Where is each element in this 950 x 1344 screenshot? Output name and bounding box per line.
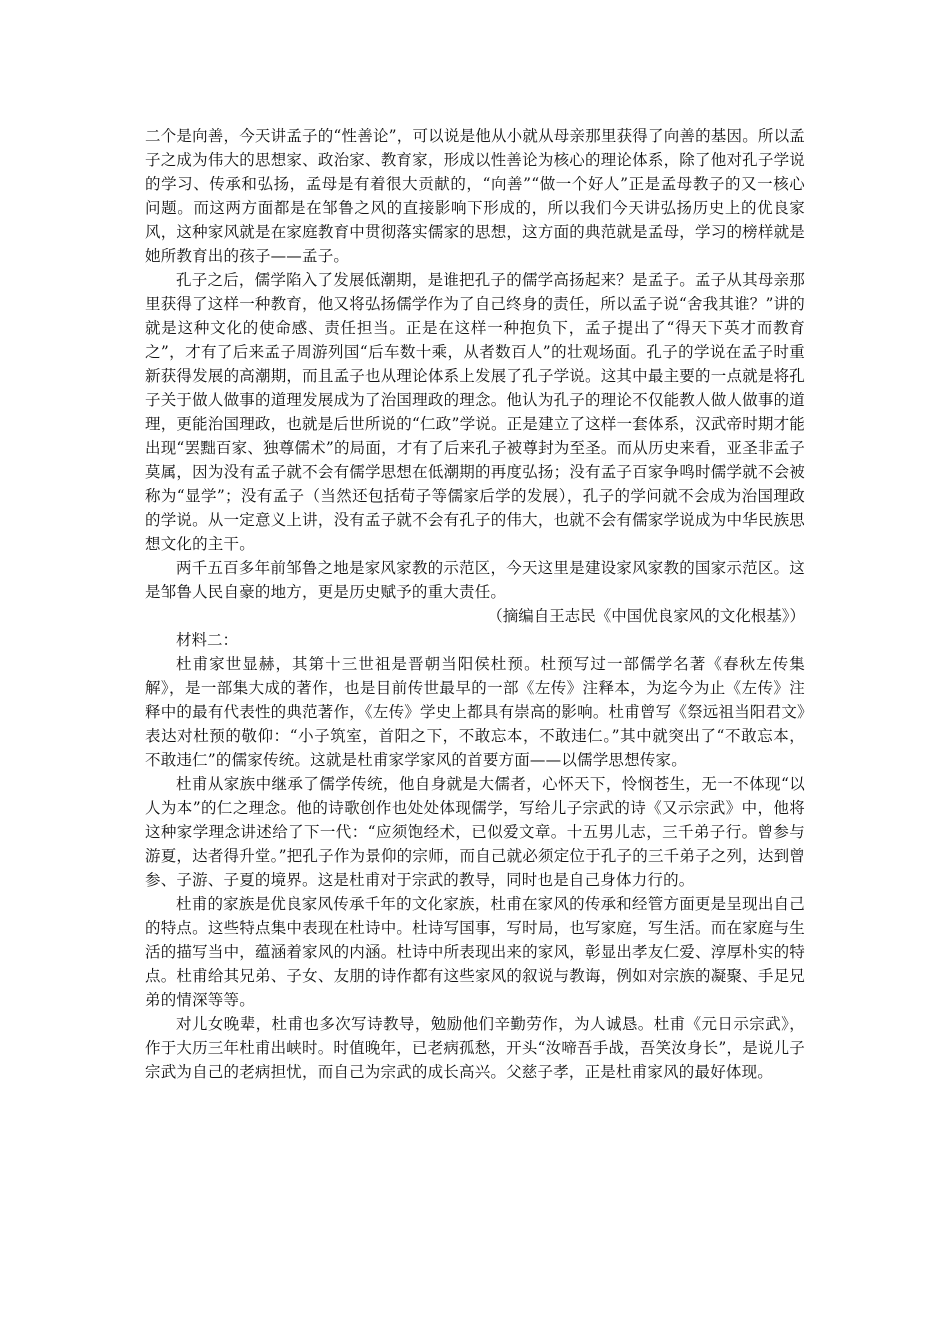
document-page — [145, 124, 805, 1084]
paragraph-mencius-confucianism: 孔子之后，儒学陷入了发展低潮期，是谁把孔子的儒学高扬起来？是孟子。孟子从其母亲那里获得了这样一种教育，他又将弘扬儒学作为了自己终身的责任，所以孟子说“舍我其谁？”讲的就是这种文化的使命感、责任担当。正是在这样一种抱负下，孟子提出了“得天下英才而教育之”，才有了后来孟子周游列国“后车数十乘，从者数百人”的壮观场面。孔子的学说在孟子时重新获得发展的高潮期，而且孟子也从理论体系上发展了孔子学说。这其中最主要的一点就是将孔子关于做人做事的道理发展成为了治国理政的理念。他认为孔子的理论不仅能教人做人做事的道理，更能治国理政，也就是后世所说的“仁政”学说。正是建立了这样一套体系，汉武帝时期才能出现“罢黜百家、独尊儒术”的局面，才有了后来孔子被尊封为至圣。而从历史来看，亚圣非孟子莫属，因为没有孟子就不会有儒学思想在低潮期的再度弘扬；没有孟子百家争鸣时儒学就不会被称为“显学”；没有孟子（当然还包括荀子等儒家后学的发展），孔子的学问就不会成为治国理政的学说。从一定意义上讲，没有孟子就不会有孔子的伟大，也就不会有儒家学说成为中华民族思想文化的主干。 — [145, 271, 805, 553]
paragraph-dufu-family: 杜甫家世显赫，其第十三世祖是晋朝当阳侯杜预。杜预写过一部儒学名著《春秋左传集解》，是一部集大成的著作，也是目前传世最早的一部《左传》注释本，为迄今为止《左传》注释中的最有代表性的典范著作，《左传》学史上都具有崇高的影响。杜甫曾写《祭远祖当阳君文》表达对杜预的敬仰：“小子筑室，首阳之下，不敢忘本，不敢违仁。”其中就突出了“不敢忘本，不敢违仁”的儒家传统。这就是杜甫家学家风的首要方面——以儒学思想传家。 — [145, 655, 805, 769]
paragraph-zoulu-demonstration: 两千五百多年前邹鲁之地是家风家教的示范区，今天这里是建设家风家教的国家示范区。这是邹鲁人民自豪的地方，更是历史赋予的重大责任。 — [145, 559, 805, 601]
paragraph-dufu-traits: 杜甫的家族是优良家风传承千年的文化家族，杜甫在家风的传承和经管方面更是呈现出自己的特点。这些特点集中表现在杜诗中。杜诗写国事，写时局，也写家庭，写生活。而在家庭与生活的描写当中，蕴涵着家风的内涵。杜诗中所表现出来的家风，彰显出孝友仁爱、淳厚朴实的特点。杜甫给其兄弟、子女、友朋的诗作都有这些家风的叙说与教诲，例如对宗族的凝聚、手足兄弟的情深等等。 — [145, 895, 805, 1009]
material2-label: 材料二： — [176, 631, 239, 649]
material1-source: （摘编自王志民《中国优良家风的文化根基》） — [487, 607, 805, 625]
paragraph-dufu-children: 对儿女晚辈，杜甫也多次写诗教导，勉励他们辛勤劳作，为人诚恳。杜甫《元日示宗武》，作于大历三年杜甫出峡时。时值晚年，已老病孤愁，开头“汝啼吾手战，吾笑汝身长”，是说儿子宗武为自己的老病担忧，而自己为宗武的成长高兴。父慈子孝，正是杜甫家风的最好体现。 — [145, 1015, 805, 1081]
paragraph-mencius-goodness: 二个是向善，今天讲孟子的“性善论”，可以说是他从小就从母亲那里获得了向善的基因。所以孟子之成为伟大的思想家、政治家、教育家，形成以性善论为核心的理论体系，除了他对孔子学说的学习、传承和弘扬，孟母是有着很大贡献的，“向善”“做一个好人”正是孟母教子的又一核心问题。而这两方面都是在邹鲁之风的直接影响下形成的，所以我们今天讲弘扬历史上的优良家风，这种家风就是在家庭教育中贯彻落实儒家的思想，这方面的典范就是孟母，学习的榜样就是她所教育出的孩子——孟子。 — [145, 127, 805, 265]
paragraph-dufu-confucian: 杜甫从家族中继承了儒学传统，他自身就是大儒者，心怀天下，怜悯苍生，无一不体现“以人为本”的仁之理念。他的诗歌创作也处处体现儒学，写给儿子宗武的诗《又示宗武》中，他将这种家学理念讲述给了下一代：“应须饱经术，已似爱文章。十五男儿志，三千弟子行。曾参与游夏，达者得升堂。”把孔子作为景仰的宗师，而自己就必须定位于孔子的三千弟子之列，达到曾参、子游、子夏的境界。这是杜甫对于宗武的教导，同时也是自己身体力行的。 — [145, 775, 805, 889]
